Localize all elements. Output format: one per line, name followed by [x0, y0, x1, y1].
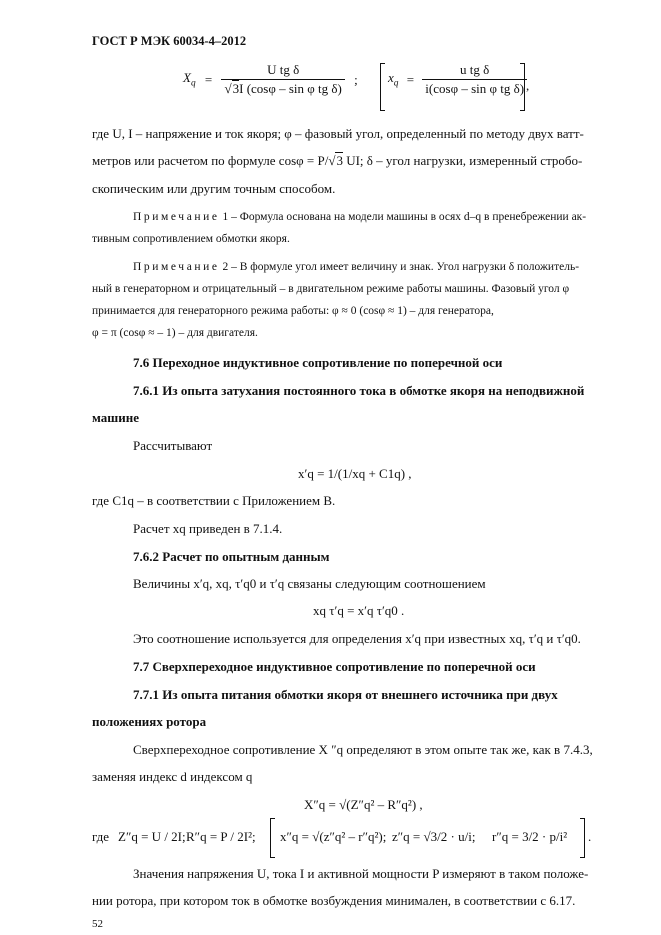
z-lc-definition: z″q = √3/2 · u/i;	[392, 829, 476, 844]
note2-line1	[133, 261, 579, 273]
s771-line2: заменяя индекс d индексом q	[92, 769, 253, 784]
formula-xq-lc-numerator: u tg δ	[460, 62, 490, 77]
formula-xq-denominator: √3I (cosφ – sin φ tg δ)	[221, 79, 344, 97]
formula-xq-lc-denominator: i(cosφ – sin φ tg δ)	[422, 79, 527, 97]
s771-line1: Сверхпереходное сопротивление X ″q определяют в этом опыте так же, как в 7.4.3,	[133, 742, 593, 757]
bracket-left	[380, 63, 385, 111]
formula-time-constants: xq τ′q = x′q τ′q0 .	[313, 603, 405, 618]
para1-line2: метров или расчетом по формуле cosφ = P/√3 UI; δ – угол нагрузки, измеренный стробо-	[92, 153, 583, 168]
xq-reference: Расчет xq приведен в 7.1.4.	[133, 521, 283, 536]
calc-intro: Рассчитывают	[133, 438, 213, 453]
formula-xq-lc-lhs: x	[388, 70, 394, 86]
section-7-7-1-title: 7.7.1 Из опыта питания обмотки якоря от внешнего источника при двух	[133, 687, 558, 702]
note2-line4: φ = π (cosφ ≈ – 1) – для двигателя.	[92, 327, 258, 339]
page-number: 52	[92, 918, 103, 930]
formula-xq: $X_q$ = $\frac{\text{U tg δ}}{\text{√3I (cosφ – sin φ tg δ)}}$ ;	[183, 62, 358, 96]
formula-xq-den-rest: I (cosφ – sin φ tg δ)	[239, 81, 342, 96]
r-lc-definition: r″q = 3/2 · p/i²	[492, 829, 568, 844]
document-header: ГОСТ Р МЭК 60034-4–2012	[92, 34, 247, 48]
bracket-right-2	[580, 818, 585, 858]
formula-xq-lc-lhs-sub: q	[393, 78, 399, 89]
formula-xq-lhs: X	[183, 70, 191, 86]
section-7-7-1-title-cont: положениях ротора	[92, 714, 207, 729]
formula-xq-lowercase: $x_q$ = $\frac{\text{u tg δ}}{\text{i(cosφ – sin φ tg δ)}}$	[388, 62, 527, 114]
r-definition: R″q = P / 2I²;	[186, 829, 256, 844]
section-7-7-title: 7.7 Сверхпереходное индуктивное сопротивление по поперечной оси	[133, 659, 536, 674]
note2-label: Примечание	[133, 261, 220, 273]
formula-xq-numerator: U tg δ	[267, 62, 300, 77]
formula-comma: ,	[526, 78, 530, 93]
note1-line2: тивным сопротивлением обмотки якоря.	[92, 233, 290, 245]
final-line1: Значения напряжения U, тока I и активной мощности P измеряют в таком положе-	[133, 866, 589, 881]
para1-line1: где U, I – напряжение и ток якоря; φ – фазовый угол, определенный по методу двух ватт-	[92, 126, 584, 141]
formula-xq-subtransient: X″q = √(Z″q² – R″q²) ,	[304, 797, 423, 812]
c1q-definition: где C1q – в соответствии с Приложением В.	[92, 493, 336, 508]
note1-label: Примечание	[133, 211, 220, 223]
z-definition: Z″q = U / 2I;	[118, 829, 186, 844]
para1-line3: скопическим или другим точным способом.	[92, 181, 336, 196]
formula-xq-root: 3	[232, 81, 240, 96]
x-lc-definition: x″q = √(z″q² – r″q²);	[280, 829, 387, 844]
note2-line3: принимается для генераторного режима работы: φ ≈ 0 (cosφ ≈ 1) – для генератора,	[92, 305, 494, 317]
section-7-6-2-title: 7.6.2 Расчет по опытным данным	[133, 549, 330, 564]
note2-text: 2 – В формуле угол имеет величину и знак. Угол нагрузки δ положитель-	[219, 261, 580, 273]
section-7-6-1-title: 7.6.1 Из опыта затухания постоянного тока в обмотке якоря на неподвижной	[133, 383, 585, 398]
section-7-6-1-title-cont: машине	[92, 410, 139, 425]
definitions-period: .	[588, 829, 592, 844]
note1-line1	[133, 211, 586, 223]
section-7-6-title: 7.6 Переходное индуктивное сопротивление по поперечной оси	[133, 355, 503, 370]
final-line2: нии ротора, при котором ток в обмотке возбуждения минимален, в соответствии с 6.17.	[92, 893, 576, 908]
bracket-left-2	[270, 818, 275, 858]
formula-xq-lhs-sub: q	[190, 78, 196, 89]
note1-text: 1 – Формула основана на модели машины в осях d–q в пренебрежении ак-	[219, 211, 587, 223]
para1-line2-root: 3	[336, 153, 343, 168]
where-label: где	[92, 829, 110, 844]
para1-line2-a: метров или расчетом по формуле cosφ = P/	[92, 153, 329, 168]
note2-line2: ный в генераторном и отрицательный – в двигательном режиме работы машины. Фазовый угол φ	[92, 283, 570, 295]
formula-xq-transient: x′q = 1/(1/xq + C1q) ,	[298, 466, 412, 481]
s762-line2: Это соотношение используется для определения x′q при известных xq, τ′q и τ′q0.	[133, 631, 581, 646]
s762-line1: Величины x′q, xq, τ′q0 и τ′q связаны следующим соотношением	[133, 576, 486, 591]
para1-line2-b: UI; δ – угол нагрузки, измеренный стробо-	[342, 153, 583, 168]
